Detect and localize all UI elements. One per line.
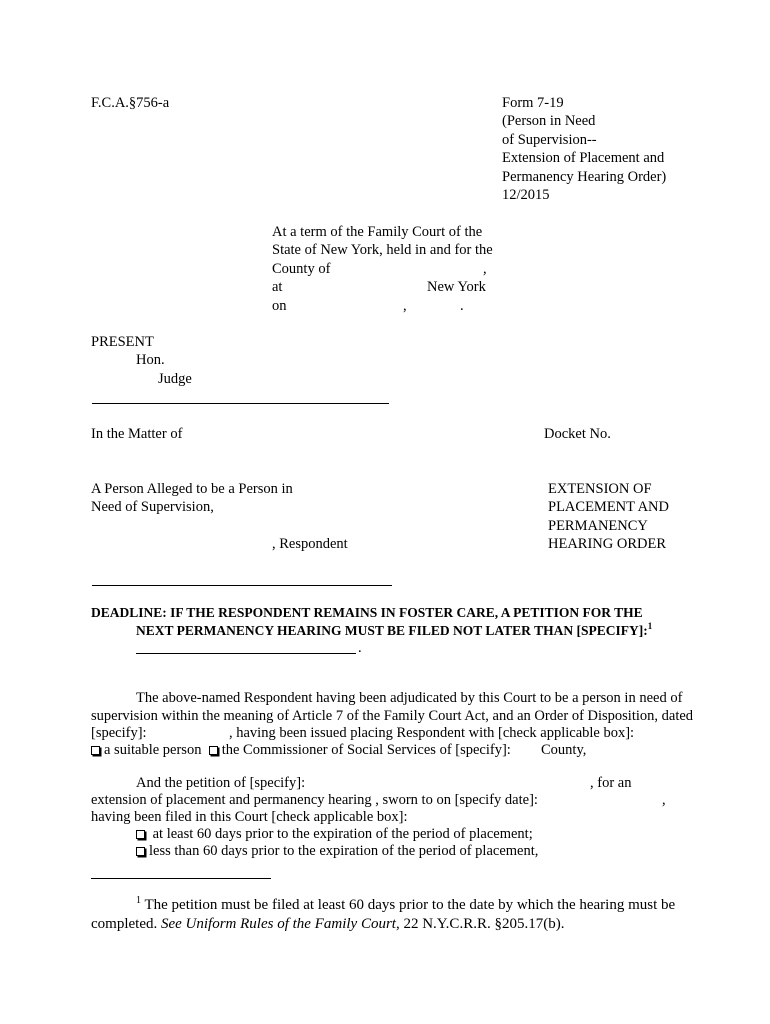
para2-line-1a: And the petition of [specify]: — [136, 775, 306, 791]
at-least-60-days-label: at least 60 days prior to the expiration of the period of placement; — [149, 826, 533, 842]
deadline-blank-end: . — [358, 640, 362, 656]
form-subtitle-4: Permanency Hearing Order) — [502, 169, 667, 185]
footnote-citation: See Uniform Rules of the Family Court — [160, 916, 396, 932]
person-line-1: A Person Alleged to be a Person in — [91, 481, 293, 497]
footnote-mark: 1 — [136, 895, 141, 906]
person-line-2: Need of Supervision, — [91, 499, 214, 515]
order-title-1: EXTENSION OF — [548, 481, 652, 497]
para2-line-3: having been filed in this Court [check applicable box]: — [91, 809, 408, 825]
on-period: . — [460, 298, 464, 314]
option-less-than-60 — [136, 842, 538, 861]
county-suffix: County, — [541, 742, 587, 758]
para1-options — [91, 741, 511, 760]
para2-line-2b: , — [662, 792, 666, 808]
form-subtitle-2: of Supervision-- — [502, 132, 597, 148]
suitable-person-label: a suitable person — [104, 742, 202, 758]
less-than-60-days-label: less than 60 days prior to the expiration of the period of placement, — [149, 843, 539, 859]
footnote-separator — [91, 878, 271, 879]
order-title-4: HEARING ORDER — [548, 536, 667, 552]
present-label: PRESENT — [91, 334, 154, 350]
para2-line-1b: , for an — [590, 775, 632, 791]
deadline-line-2: NEXT PERMANENCY HEARING MUST BE FILED NOT LATER THAN [SPECIFY]:$^1$ — [136, 621, 653, 638]
at-label: at — [272, 279, 283, 295]
order-title-3: PERMANENCY — [548, 518, 648, 534]
hon-label: Hon. — [136, 352, 165, 368]
docket-label: Docket No. — [544, 426, 611, 442]
deadline-footnote-mark: 1 — [647, 621, 653, 631]
form-subtitle-1: (Person in Need — [502, 113, 596, 129]
para1-line-3a: [specify]: — [91, 725, 147, 741]
form-number: Form 7-19 — [502, 95, 564, 111]
commissioner-label: the Commissioner of Social Services of [specify]: — [221, 742, 511, 758]
court-term-line-2: State of New York, held in and for the — [272, 242, 493, 258]
para1-line-3b: , having been issued placing Respondent with [check applicable box]: — [229, 725, 635, 741]
county-label: County of — [272, 261, 331, 277]
judge-label: Judge — [158, 371, 192, 387]
caption-bottom-rule — [92, 585, 392, 586]
footnote-line-2: completed. See Uniform Rules of the Family Court, 22 N.Y.C.R.R. §205.17(b). — [91, 916, 565, 932]
less-than-60-days-checkbox[interactable] — [136, 847, 145, 856]
footnote-line-1: $^1$ The petition must be filed at least 60 days prior to the date by which the hearing must be — [136, 895, 676, 913]
para1-line-1: The above-named Respondent having been adjudicated by this Court to be a person in need of — [136, 690, 683, 706]
option-at-least-60 — [136, 825, 533, 844]
form-date: 12/2015 — [502, 187, 550, 203]
para2-line-2a: extension of placement and permanency hearing , sworn to on [specify date]: — [91, 792, 538, 808]
form-subtitle-3: Extension of Placement and — [502, 150, 665, 166]
on-label: on — [272, 298, 287, 314]
matter-of-label: In the Matter of — [91, 426, 183, 442]
at-least-60-days-checkbox[interactable] — [136, 830, 145, 839]
respondent-label: , Respondent — [272, 536, 348, 552]
court-term-line-1: At a term of the Family Court of the — [272, 224, 483, 240]
deadline-date-blank — [136, 653, 356, 654]
at-state: New York — [427, 279, 486, 295]
deadline-line-1: DEADLINE: IF THE RESPONDENT REMAINS IN FOSTER CARE, A PETITION FOR THE — [91, 605, 643, 620]
caption-top-rule — [92, 403, 389, 404]
commissioner-checkbox[interactable] — [209, 746, 218, 755]
statute-citation: F.C.A.§756-a — [91, 95, 170, 111]
para1-line-2: supervision within the meaning of Article 7 of the Family Court Act, and an Order of Disposition, dated — [91, 708, 694, 724]
order-title-2: PLACEMENT AND — [548, 499, 669, 515]
on-comma: , — [403, 298, 407, 314]
county-comma: , — [483, 261, 487, 277]
suitable-person-checkbox[interactable] — [91, 746, 100, 755]
